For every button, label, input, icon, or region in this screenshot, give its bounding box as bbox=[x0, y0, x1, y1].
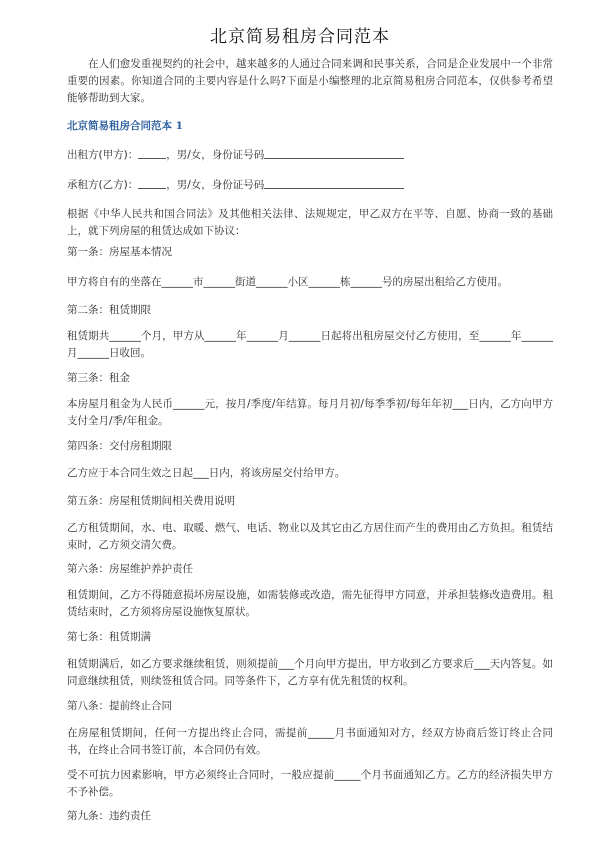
lessor-line bbox=[67, 147, 553, 164]
article4-body: 乙方应于本合同生效之日起___日内，将该房屋交付给甲方。 bbox=[67, 467, 346, 479]
article6-title: 第六条：房屋维护养护责任 bbox=[67, 563, 193, 575]
lessor-id-blank bbox=[264, 148, 404, 159]
lessor-label: 出租方(甲方)： bbox=[67, 149, 139, 161]
article7-title: 第七条：租赁期满 bbox=[67, 631, 151, 643]
article4-title: 第四条：交付房租期限 bbox=[67, 440, 172, 452]
lessee-name-blank bbox=[138, 178, 166, 189]
article8-body-1: 在房屋租赁期间，任何一方提出终止合同，需提前_____月书面通知对方，经双方协商后签订终止合同书，在终止合同书签订前，本合同仍有效。 bbox=[67, 727, 553, 756]
lessor-fields: ，男/女，身份证号码 bbox=[166, 149, 265, 161]
article3-title: 第三条：租金 bbox=[67, 372, 130, 384]
article3-body: 本房屋月租金为人民币______元，按月/季度/年结算。每月月初/每季季初/每年年初___日内，乙方向甲方支付全月/季/年租金。 bbox=[67, 398, 553, 427]
lessee-id-blank bbox=[264, 178, 404, 189]
article8-title: 第八条：提前终止合同 bbox=[67, 700, 172, 712]
article8-body-2: 受不可抗力因素影响，甲方必须终止合同时，一般应提前_____个月书面通知乙方。乙方的经济损失甲方不予补偿。 bbox=[67, 769, 553, 798]
article2-body: 租赁期共______个月，甲方从______年______月______日起将出租房屋交付乙方使用，至______年______月______日收回。 bbox=[67, 330, 553, 359]
article5-body: 乙方租赁期间，水、电、取暖、燃气、电话、物业以及其它由乙方居住而产生的费用由乙方负担。租赁结束时，乙方须交清欠费。 bbox=[67, 522, 553, 551]
lessee-line bbox=[67, 177, 553, 194]
document-title: 北京简易租房合同范本 bbox=[210, 27, 390, 47]
article5-title: 第五条：房屋租赁期间相关费用说明 bbox=[67, 495, 235, 507]
lessor-name-blank bbox=[138, 148, 166, 159]
preamble-paragraph: 根据《中华人民共和国合同法》及其他相关法律、法规规定，甲乙双方在平等、自愿、协商一致的基础上，就下列房屋的租赁达成如下协议： bbox=[67, 208, 553, 237]
article2-title: 第二条：租赁期限 bbox=[67, 304, 151, 316]
lessee-label: 承租方(乙方)： bbox=[67, 179, 139, 191]
article9-title: 第九条：违约责任 bbox=[67, 810, 151, 822]
contract-subheading: 北京简易租房合同范本 1 bbox=[67, 120, 183, 132]
intro-paragraph: 在人们愈发重视契约的社会中，越来越多的人通过合同来调和民事关系，合同是企业发展中一个非常重要的因素。你知道合同的主要内容是什么吗?下面是小编整理的北京简易租房合同范本，仅供参考希望能够帮助到大家。 bbox=[67, 58, 553, 104]
article1-body: 甲方将自有的坐落在______市______街道______小区______栋______号的房屋出租给乙方使用。 bbox=[67, 276, 508, 288]
article7-body: 租赁期满后，如乙方要求继续租赁，则须提前___个月向甲方提出，甲方收到乙方要求后___天内答复。如同意继续租赁，则续签租赁合同。同等条件下，乙方享有优先租赁的权利。 bbox=[67, 658, 553, 687]
article6-body: 租赁期间，乙方不得随意损坏房屋设施，如需装修或改造，需先征得甲方同意，并承担装修改造费用。租赁结束时，乙方须将房屋设施恢复原状。 bbox=[67, 589, 553, 618]
lessee-fields: ，男/女，身份证号码 bbox=[166, 179, 265, 191]
article1-title: 第一条：房屋基本情况 bbox=[67, 246, 172, 258]
